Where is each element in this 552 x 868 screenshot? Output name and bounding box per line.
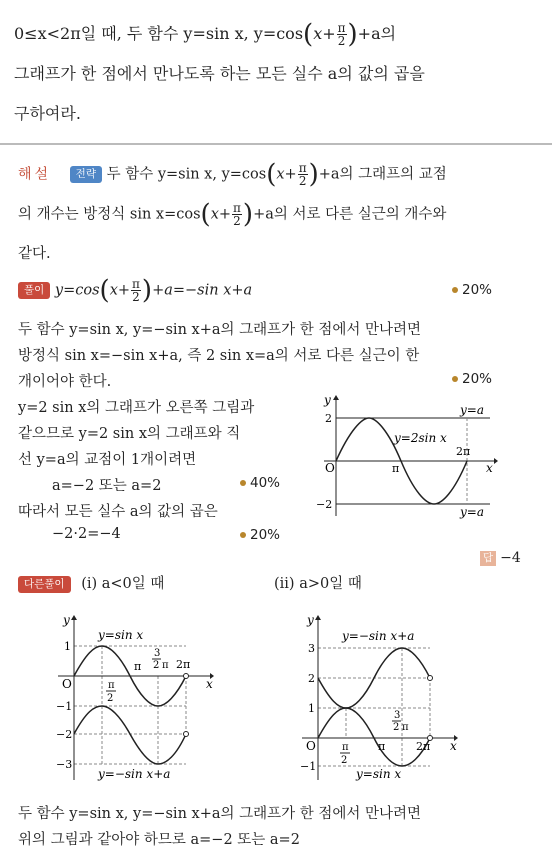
problem-text: 0≤x<2π일 때, 두 함수 y=sin x, y=cos [14,24,304,43]
step-2-line-2: 방정식 sin x=−sin x+a, 즉 2 sin x=a의 서로 다른 실근이 한 [18,348,420,364]
tick-label: π [402,722,409,733]
line-label: y=a [460,505,484,519]
open-circle [428,676,433,681]
fraction-pi-over-2: $\frac{\pi}{2}$ [233,201,241,228]
fraction-pi-over-2: $\frac{\pi}{2}$ [337,21,346,48]
open-circle [184,674,189,679]
case-2-label: (ii) a>0일 때 [274,576,362,592]
score-percent: 20% [452,371,492,387]
curve-label: y=−sin x+a [342,629,415,643]
y-axis-arrow [333,395,339,400]
x-axis-label: x [486,461,493,475]
strategy-badge: 전략 [70,166,102,183]
step-3-line-2: 같으므로 y=2 sin x의 그래프와 직 [18,426,241,442]
tick-label: −1 [56,700,73,713]
paren-open: ( [303,19,314,50]
y-axis-label: y [63,613,70,627]
tick-label: π [378,740,386,753]
tick-label: 2π [416,740,431,753]
text: 의 개수는 방정식 sin x=cos [18,206,201,223]
tick-label: π [108,680,115,691]
step-4-line-2: −2·2=−4 [52,526,121,542]
final-line-1: 두 함수 y=sin x, y=−sin x+a의 그래프가 한 점에서 만나려면 [18,806,422,822]
paren-close: ) [347,19,358,50]
paren-open: ( [99,275,110,306]
score-percent: 40% [240,475,280,491]
tick-label: 2 [107,693,114,704]
strategy-line-3: 같다. [18,246,51,262]
tick-label: −1 [300,760,317,773]
origin-label: O [325,461,335,475]
tick-label: π [342,742,349,753]
tick-label: 3 [394,710,401,721]
tick-label: 2 [341,755,348,766]
tick-label: 2π [176,658,191,671]
y-axis-arrow [71,615,77,620]
y-axis-label: y [324,393,331,407]
problem-text: +a의 [357,24,397,43]
text: x+ [276,166,297,183]
tick-label: −3 [56,758,73,771]
tick-label: π [162,660,169,671]
tick-label: 1 [308,702,315,715]
curve-sinx [318,708,430,766]
tick-label: 2 [393,722,400,733]
step-3-line-4: a=−2 또는 a=2 [52,478,162,494]
text: 두 함수 y=sin x, y=cos [106,166,267,183]
other-solution-header [18,572,164,593]
tick-label: π [134,660,142,673]
text: +a의 서로 다른 실근의 개수와 [253,206,447,223]
answer-value: −4 [500,550,521,566]
tick-label: 2 [308,672,315,685]
x-axis-arrow [494,458,498,464]
text: +a의 그래프의 교점 [318,166,447,183]
bullet-icon [240,480,246,486]
curve-label: y=sin x [98,628,144,642]
curve-neg-sinx-plus-a [74,706,186,764]
bullet-icon [452,376,458,382]
solution-badge: 풀이 [18,282,50,299]
line-label: y=a [460,403,484,417]
graph-case-1 [46,612,226,784]
tick-label: −2 [316,498,333,511]
tick-label: 3 [154,648,161,659]
text: x+ [109,282,131,299]
step-2-line-1: 두 함수 y=sin x, y=−sin x+a의 그래프가 한 점에서 만나려면 [18,322,422,338]
step-3-line-3: 선 y=a의 교점이 1개이려면 [18,452,197,468]
case-1-label: (i) a<0일 때 [81,576,165,592]
fraction-pi-over-2: $\frac{\pi}{2}$ [132,277,140,304]
y-axis-arrow [315,615,321,620]
problem-line-1 [14,14,540,54]
text: x+ [210,206,232,223]
step-3-line-1: y=2 sin x의 그래프가 오른쪽 그림과 [18,400,255,416]
problem-line-2: 그래프가 한 점에서 만나도록 하는 모든 실수 a의 값의 곱을 [14,64,425,83]
problem-line-3: 구하여라. [14,104,81,123]
text: +a=−sin x+a [152,282,253,299]
y-axis-label: y [307,613,314,627]
tick-label: 2 [153,660,160,671]
paren-open: ( [200,199,211,230]
section-divider [0,143,552,145]
graph-2sinx [310,392,500,520]
solution-label: 해설 [18,166,52,183]
score-percent: 20% [240,527,280,543]
origin-label: O [306,739,316,753]
curve-label: y=2sin x [394,431,447,445]
answer-badge: 답 [480,551,496,566]
text: y=cos [54,282,100,299]
open-circle [184,732,189,737]
answer [480,550,521,566]
paren-close: ) [308,159,319,190]
tick-label: −2 [56,728,73,741]
x-axis-label: x [450,739,457,753]
bullet-icon [452,287,458,293]
x-axis-label: x [206,677,213,691]
curve-label: y=−sin x+a [98,767,171,781]
graph-case-2 [290,612,470,784]
strategy-line-1 [18,159,447,190]
score-percent: 20% [452,282,492,298]
tick-label: π [392,462,400,475]
tick-label: 1 [64,640,71,653]
strategy-line-2 [18,199,447,230]
bullet-icon [240,532,246,538]
step-4-line-1: 따라서 모든 실수 a의 값의 곱은 [18,504,218,520]
final-line-2: 위의 그림과 같아야 하므로 a=−2 또는 a=2 [18,832,300,848]
tick-label: 3 [308,642,315,655]
paren-open: ( [266,159,277,190]
tick-label: 2π [456,445,471,458]
paren-close: ) [141,275,153,306]
step-1 [18,275,253,306]
other-solution-badge: 다른풀이 [18,576,71,593]
paren-close: ) [242,199,254,230]
tick-label: 2 [325,412,332,425]
curve-label: y=sin x [356,767,402,781]
problem-text: x+ [313,24,336,43]
problem-statement [14,14,540,134]
step-2-line-3: 개이어야 한다. [18,374,112,390]
fraction-pi-over-2: $\frac{\pi}{2}$ [298,161,307,188]
origin-label: O [62,677,72,691]
